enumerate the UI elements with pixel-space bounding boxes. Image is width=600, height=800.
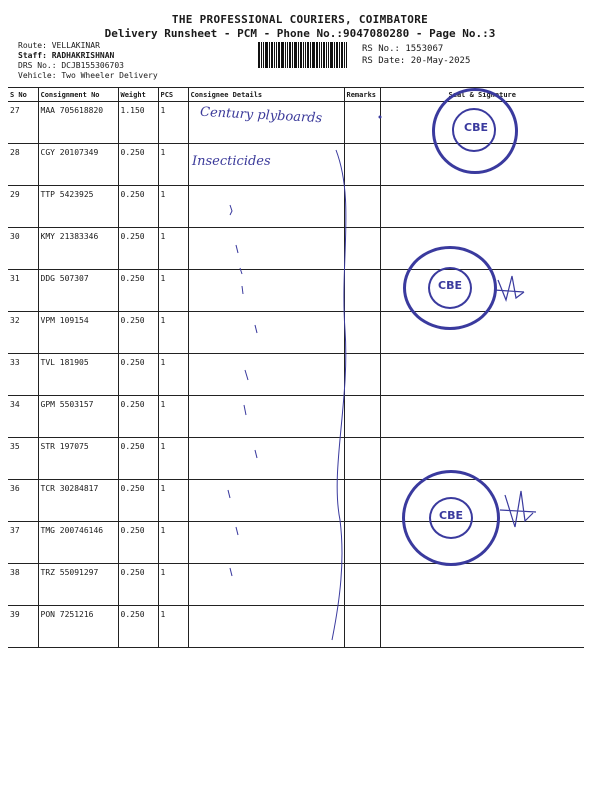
- insecticides-stamp-31: [403, 246, 497, 330]
- row-weight: 0.250: [118, 438, 158, 480]
- row-weight: 0.250: [118, 312, 158, 354]
- row-weight: 0.250: [118, 270, 158, 312]
- stamp-center-text: CBE: [438, 279, 462, 292]
- row-consignment-no: TVL 181905: [38, 354, 118, 396]
- row-pcs: 1: [158, 144, 188, 186]
- row-consignment-no: KMY 21383346: [38, 228, 118, 270]
- row-weight: 0.250: [118, 228, 158, 270]
- row-pcs: 1: [158, 270, 188, 312]
- row-weight: 0.250: [118, 606, 158, 648]
- century-stamp: [432, 88, 518, 174]
- row-weight: 1.150: [118, 102, 158, 144]
- remarks-line: [332, 150, 346, 640]
- header-consignee: Consignee Details: [188, 88, 344, 102]
- tick-mark: [230, 568, 232, 576]
- row-pcs: 1: [158, 606, 188, 648]
- staff-text: Staff: RADHAKRISHNAN: [18, 51, 115, 60]
- row-consignment-no: TRZ 55091297: [38, 564, 118, 606]
- vehicle-text: Vehicle: Two Wheeler Delivery: [18, 71, 158, 80]
- row-pcs: 1: [158, 564, 188, 606]
- tick-mark: [245, 370, 248, 380]
- header-pcs: PCS: [158, 88, 188, 102]
- row-pcs: 1: [158, 102, 188, 144]
- row-weight: 0.250: [118, 564, 158, 606]
- row-sno: 36: [8, 480, 38, 522]
- tick-mark: [244, 405, 246, 415]
- row-consignment-no: TCR 30284817: [38, 480, 118, 522]
- row-consignment-no: STR 197075: [38, 438, 118, 480]
- row-sno: 32: [8, 312, 38, 354]
- tick-mark: [228, 490, 230, 498]
- row-sno: 39: [8, 606, 38, 648]
- row-consignment-no: DDG 507307: [38, 270, 118, 312]
- header-seal: Seal & Signature: [380, 88, 584, 102]
- company-title: THE PROFESSIONAL COURIERS, COIMBATORE: [171, 13, 429, 26]
- row-weight: 0.250: [118, 354, 158, 396]
- row-sno: 30: [8, 228, 38, 270]
- signature-37: [500, 491, 536, 527]
- row-consignment-no: CGY 20107349: [38, 144, 118, 186]
- row-consignment-no: MAA 705618820: [38, 102, 118, 144]
- row-consignment-no: TMG 200746146: [38, 522, 118, 564]
- row-pcs: 1: [158, 186, 188, 228]
- row-weight: 0.250: [118, 480, 158, 522]
- row-sno: 29: [8, 186, 38, 228]
- insecticides-stamp-37: [402, 470, 500, 566]
- handwritten-consignee-28: Insecticides: [192, 154, 271, 169]
- row-pcs: 1: [158, 480, 188, 522]
- row-consignment-no: VPM 109154: [38, 312, 118, 354]
- row-sno: 33: [8, 354, 38, 396]
- tick-mark: [255, 325, 257, 333]
- row-pcs: 1: [158, 354, 188, 396]
- tick-mark: [236, 527, 238, 535]
- handwritten-consignee-27: Century plyboards: [199, 104, 323, 127]
- pen-dot: [379, 116, 382, 119]
- row-pcs: 1: [158, 396, 188, 438]
- row-consignment-no: TTP 5423925: [38, 186, 118, 228]
- rs-no-text: RS No.: 1553067: [362, 44, 444, 54]
- header-consignment: Consignment No: [38, 88, 118, 102]
- stamp-center-text: CBE: [439, 509, 463, 522]
- row-consignment-no: GPM 5503157: [38, 396, 118, 438]
- tick-mark: [255, 450, 257, 458]
- row-weight: 0.250: [118, 144, 158, 186]
- signature-31: [494, 276, 524, 300]
- row-weight: 0.250: [118, 396, 158, 438]
- tick-mark: [236, 245, 238, 253]
- row-sno: 27: [8, 102, 38, 144]
- row-pcs: 1: [158, 438, 188, 480]
- row-sno: 38: [8, 564, 38, 606]
- stamp-center-text: CBE: [464, 121, 488, 134]
- row-sno: 37: [8, 522, 38, 564]
- row-pcs: 1: [158, 522, 188, 564]
- row-sno: 34: [8, 396, 38, 438]
- rs-date-text: RS Date: 20-May-2025: [362, 56, 471, 66]
- route-text: Route: VELLAKINAR: [18, 41, 100, 50]
- tick-mark: [240, 268, 243, 294]
- header-remarks: Remarks: [344, 88, 380, 102]
- row-weight: 0.250: [118, 522, 158, 564]
- drs-text: DRS No.: DCJB155306703: [18, 61, 124, 70]
- row-weight: 0.250: [118, 186, 158, 228]
- row-pcs: 1: [158, 312, 188, 354]
- header-weight: Weight: [118, 88, 158, 102]
- row-pcs: 1: [158, 228, 188, 270]
- header-sno: S No: [8, 88, 38, 102]
- row-consignment-no: PON 7251216: [38, 606, 118, 648]
- tick-mark: [230, 205, 232, 215]
- row-sno: 28: [8, 144, 38, 186]
- row-sno: 35: [8, 438, 38, 480]
- row-sno: 31: [8, 270, 38, 312]
- runsheet-subtitle: Delivery Runsheet - PCM - Phone No.:9047080280 - Page No.:3: [104, 27, 496, 40]
